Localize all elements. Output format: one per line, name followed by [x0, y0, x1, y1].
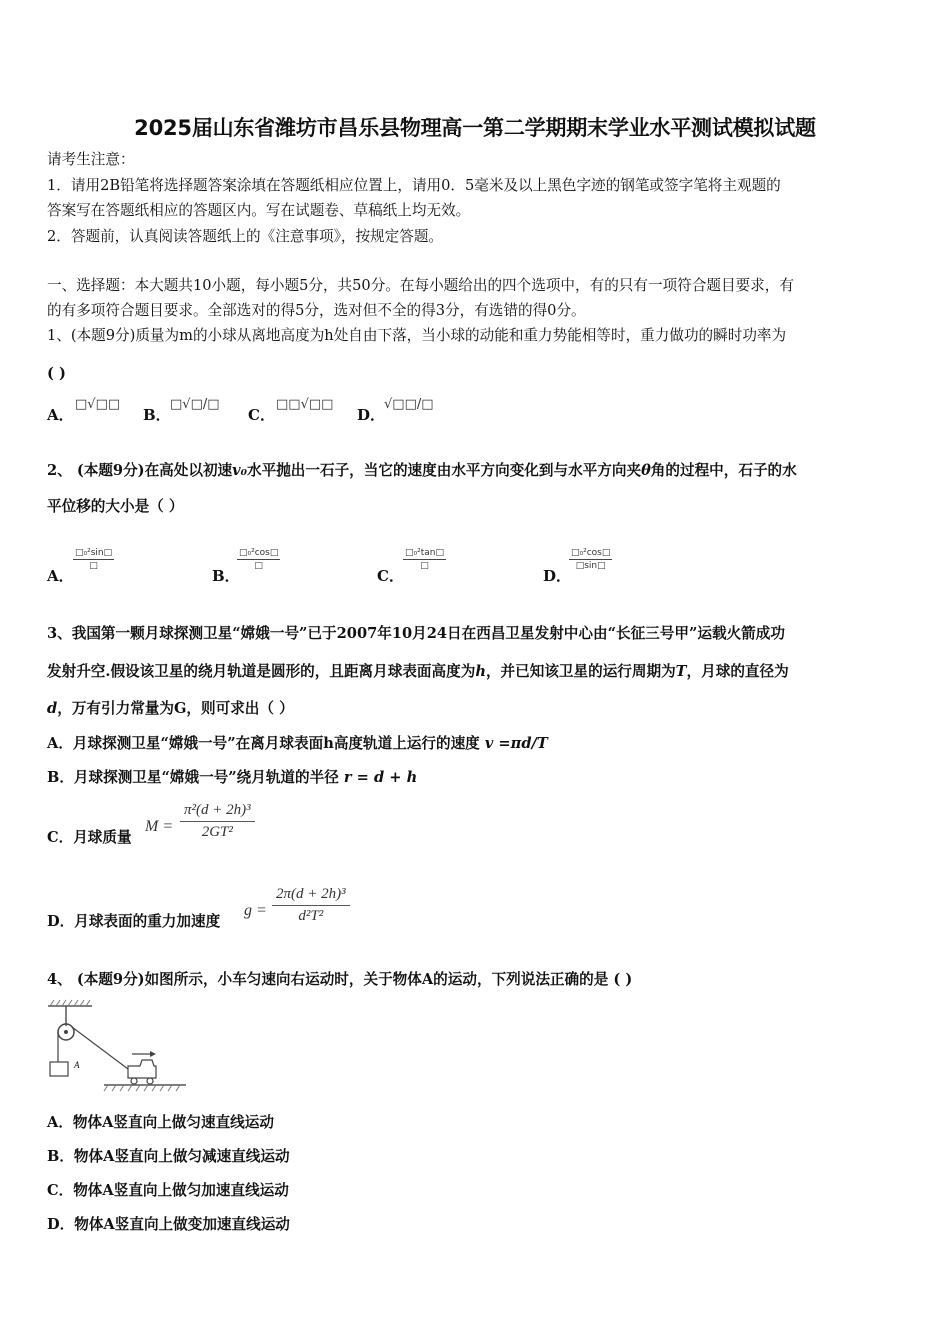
pulley-cart-diagram [44, 998, 189, 1094]
q2-option-a-formula [73, 540, 114, 571]
q4-option-b[interactable]: B．物体A竖直向上做匀减速直线运动 [47, 1148, 290, 1165]
q2-stem-part-c: 角的过程中，石子的水 [650, 462, 797, 479]
q2-stem-part-b: 水平抛出一石子，当它的速度由水平方向变化到与水平方向夹 [247, 462, 642, 479]
q3-stem-d: d [47, 700, 58, 717]
q1-option-b-formula: □√□/□ [170, 397, 220, 412]
q2-stem-line-2: 平位移的大小是（ ） [47, 498, 184, 515]
q3-stem-line-2 [47, 662, 789, 682]
cart-wheel-rear [131, 1078, 137, 1084]
q2-option-a-numerator: □₀²sin□ [75, 548, 113, 558]
q4-figure [44, 998, 189, 1094]
q3-stem-line-1: 3、我国第一颗月球探测卫星“嫦娥一号”已于2007年10月24日在西昌卫星发射中心由“长征三号甲”运载火箭成功 [47, 625, 785, 642]
q2-option-c-label[interactable]: C． [377, 567, 404, 585]
q2-option-d-formula [569, 540, 612, 571]
q3-option-a[interactable] [47, 734, 548, 754]
q3-option-c-denominator: 2GT² [201, 824, 233, 840]
q1-option-b-label[interactable]: B． [143, 406, 171, 424]
q3-stem-part-a: 发射升空.假设该卫星的绕月轨道是圆形的，且距离月球表面高度为 [47, 663, 476, 680]
q3-option-c-numerator: π²(d + 2h)³ [180, 802, 255, 822]
block-a-label: A [74, 1060, 80, 1070]
q3-option-d-text[interactable]: D．月球表面的重力加速度 [47, 913, 221, 930]
q2-stem-line-1 [47, 461, 797, 481]
q3-stem-h: h [475, 663, 486, 680]
q1-stem-line-2: ( ) [47, 365, 66, 382]
q3-stem-T: T [675, 663, 687, 680]
q2-stem-theta: θ [641, 462, 651, 479]
q4-option-a[interactable]: A．物体A竖直向上做匀速直线运动 [47, 1114, 274, 1131]
q1-option-d-label[interactable]: D． [357, 406, 386, 424]
q1-option-c-formula: □□√□□ [276, 397, 334, 412]
q3-option-c-lhs: M = [145, 818, 174, 835]
q4-stem: 4、 (本题9分)如图所示，小车匀速向右运动时，关于物体A的运动，下列说法正确的是 ( ) [47, 971, 633, 988]
q3-option-b[interactable] [47, 768, 417, 788]
q3-option-b-text: B．月球探测卫星“嫦娥一号”绕月轨道的半径 [47, 769, 339, 786]
q2-option-d-denominator: □sin□ [575, 561, 606, 571]
pulley-axle [64, 1030, 68, 1034]
q3-stem-part-d: ，万有引力常量为G，则可求出（ ） [57, 700, 294, 717]
section-1-line-2: 的有多项符合题目要求。全部选对的得5分，选对但不全的得3分，有选错的得0分。 [47, 302, 586, 319]
q2-stem-part-a: 2、 (本题9分)在高处以初速 [47, 462, 233, 479]
q2-option-b-denominator: □ [254, 561, 263, 571]
rope-slanted [72, 1027, 132, 1072]
q3-option-b-formula: r = d + h [343, 769, 418, 786]
q1-stem-line-1: 1、(本题9分)质量为m的小球从离地高度为h处自由下落，当小球的动能和重力势能相等时，重力做功的瞬时功率为 [47, 327, 787, 344]
q4-option-d[interactable]: D．物体A竖直向上做变加速直线运动 [47, 1216, 290, 1233]
notice-item-1-line-1: 1．请用2B铅笔将选择题答案涂填在答题纸相应位置上，请用0．5毫米及以上黑色字迹的钢笔或签字笔将主观题的 [47, 177, 781, 194]
motion-arrow-head [150, 1051, 156, 1057]
q2-option-b-label[interactable]: B． [212, 567, 240, 585]
q1-option-a-label[interactable]: A． [47, 406, 74, 424]
q3-stem-part-c: ，月球的直径为 [686, 663, 789, 680]
q3-stem-part-b: ，并已知该卫星的运行周期为 [485, 663, 676, 680]
q3-option-d-lhs: g = [244, 902, 267, 919]
ground-hatch [104, 1085, 180, 1091]
notice-heading: 请考生注意： [47, 151, 135, 168]
notice-item-1-line-2: 答案写在答题纸相应的答题区内。写在试题卷、草稿纸上均无效。 [47, 202, 471, 219]
q3-option-c-fraction [180, 802, 255, 841]
q2-option-c-formula [403, 540, 446, 571]
q2-option-c-denominator: □ [420, 561, 429, 571]
q3-option-a-formula: v =πd/T [484, 735, 548, 752]
q2-option-d-numerator: □₀²cos□ [571, 548, 611, 558]
cart-wheel-front [147, 1078, 153, 1084]
q3-option-d-denominator: d²T² [298, 908, 324, 924]
q1-option-c-label[interactable]: C． [248, 406, 275, 424]
block-a [50, 1062, 68, 1076]
q1-option-d-formula: √□□/□ [384, 397, 434, 412]
q2-option-d-label[interactable]: D． [543, 567, 572, 585]
q3-option-d-numerator: 2π(d + 2h)³ [272, 886, 350, 906]
q1-option-a-formula: □√□□ [75, 397, 121, 412]
q3-stem-line-3 [47, 699, 294, 719]
q3-option-a-text: A．月球探测卫星“嫦娥一号”在离月球表面h高度轨道上运行的速度 [47, 735, 480, 752]
section-1-line-1: 一、选择题：本大题共10小题，每小题5分，共50分。在每小题给出的四个选项中，有的只有一项符合题目要求，有 [47, 277, 794, 294]
q2-option-b-formula [237, 540, 280, 571]
q2-option-a-denominator: □ [89, 561, 98, 571]
page-title: 2025届山东省潍坊市昌乐县物理高一第二学期期末学业水平测试模拟试题 [134, 116, 816, 140]
q2-option-b-numerator: □₀²cos□ [239, 548, 279, 558]
q2-option-c-numerator: □₀²tan□ [405, 548, 444, 558]
q3-option-c-text[interactable]: C．月球质量 [47, 829, 132, 846]
q2-option-a-label[interactable]: A． [47, 567, 74, 585]
notice-item-2: 2．答题前，认真阅读答题纸上的《注意事项》，按规定答题。 [47, 228, 444, 245]
q2-stem-v0: v₀ [232, 462, 248, 479]
cart-body [128, 1060, 156, 1078]
ceiling-hatch [50, 1000, 90, 1006]
q3-option-d-fraction [272, 886, 350, 925]
q4-option-c[interactable]: C．物体A竖直向上做匀加速直线运动 [47, 1182, 289, 1199]
